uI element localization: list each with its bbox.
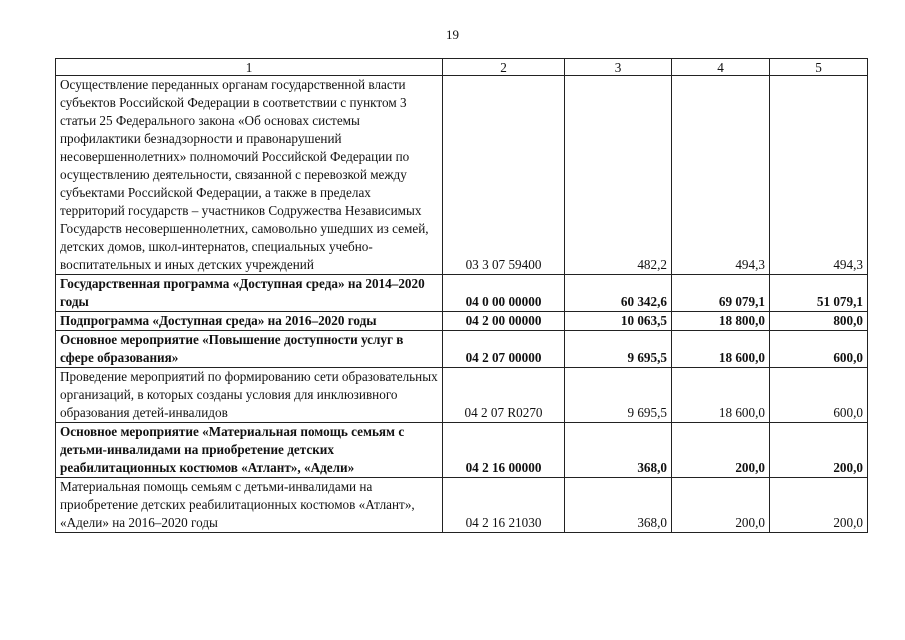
column-header-1: 1 bbox=[56, 59, 443, 76]
row-name: Государственная программа «Доступная среда» на 2014–2020 годы bbox=[56, 275, 443, 312]
column-header-5: 5 bbox=[770, 59, 868, 76]
row-value-col4: 69 079,1 bbox=[672, 275, 770, 312]
budget-table bbox=[55, 58, 868, 533]
column-header-2: 2 bbox=[443, 59, 565, 76]
row-code: 04 2 07 R0270 bbox=[443, 368, 565, 423]
table-row bbox=[56, 331, 868, 368]
row-value-col4: 18 800,0 bbox=[672, 312, 770, 331]
row-value-col5: 600,0 bbox=[770, 331, 868, 368]
row-value-col3: 10 063,5 bbox=[565, 312, 672, 331]
row-name: Подпрограмма «Доступная среда» на 2016–2020 годы bbox=[56, 312, 443, 331]
row-code: 04 2 00 00000 bbox=[443, 312, 565, 331]
row-code: 04 2 16 21030 bbox=[443, 478, 565, 533]
row-code: 03 3 07 59400 bbox=[443, 76, 565, 275]
row-name: Осуществление переданных органам государственной власти субъектов Российской Федерации в соответствии с пунктом 3 статьи 25 Федерального закона «Об основах системы профилактики безнадзорности и правонарушений несовершеннолетних» полномочий Российской Федерации по осуществлению деятельности, связанной с перевозкой между субъектами Российской Федерации, а также в пределах территорий государств – участников Содружества Независимых Государств несовершеннолетних, самовольно ушедших из семей, детских домов, школ-интернатов, специальных учебно-воспитательных и иных детских учреждений bbox=[56, 76, 443, 275]
table-row bbox=[56, 76, 868, 275]
row-value-col4: 18 600,0 bbox=[672, 331, 770, 368]
table-row bbox=[56, 368, 868, 423]
row-value-col3: 60 342,6 bbox=[565, 275, 672, 312]
row-value-col5: 494,3 bbox=[770, 76, 868, 275]
row-value-col4: 200,0 bbox=[672, 423, 770, 478]
column-number-row bbox=[56, 59, 868, 76]
row-value-col3: 368,0 bbox=[565, 478, 672, 533]
column-header-4: 4 bbox=[672, 59, 770, 76]
page-number: 19 bbox=[446, 27, 459, 42]
row-value-col5: 51 079,1 bbox=[770, 275, 868, 312]
row-code: 04 2 16 00000 bbox=[443, 423, 565, 478]
table-row bbox=[56, 478, 868, 533]
row-name: Материальная помощь семьям с детьми-инвалидами на приобретение детских реабилитационных костюмов «Атлант», «Адели» на 2016–2020 годы bbox=[56, 478, 443, 533]
row-name: Проведение мероприятий по формированию сети образовательных организаций, в которых созданы условия для инклюзивного образования детей-инвалидов bbox=[56, 368, 443, 423]
row-code: 04 0 00 00000 bbox=[443, 275, 565, 312]
table-row bbox=[56, 312, 868, 331]
row-value-col4: 200,0 bbox=[672, 478, 770, 533]
row-value-col3: 9 695,5 bbox=[565, 368, 672, 423]
row-value-col5: 200,0 bbox=[770, 478, 868, 533]
row-value-col3: 9 695,5 bbox=[565, 331, 672, 368]
table-row bbox=[56, 423, 868, 478]
row-value-col3: 482,2 bbox=[565, 76, 672, 275]
row-value-col3: 368,0 bbox=[565, 423, 672, 478]
table-row bbox=[56, 275, 868, 312]
row-name: Основное мероприятие «Материальная помощь семьям с детьми-инвалидами на приобретение детских реабилитационных костюмов «Атлант», «Адели» bbox=[56, 423, 443, 478]
row-value-col4: 494,3 bbox=[672, 76, 770, 275]
row-value-col5: 600,0 bbox=[770, 368, 868, 423]
row-value-col5: 200,0 bbox=[770, 423, 868, 478]
row-value-col5: 800,0 bbox=[770, 312, 868, 331]
row-code: 04 2 07 00000 bbox=[443, 331, 565, 368]
column-header-3: 3 bbox=[565, 59, 672, 76]
row-value-col4: 18 600,0 bbox=[672, 368, 770, 423]
row-name: Основное мероприятие «Повышение доступности услуг в сфере образования» bbox=[56, 331, 443, 368]
